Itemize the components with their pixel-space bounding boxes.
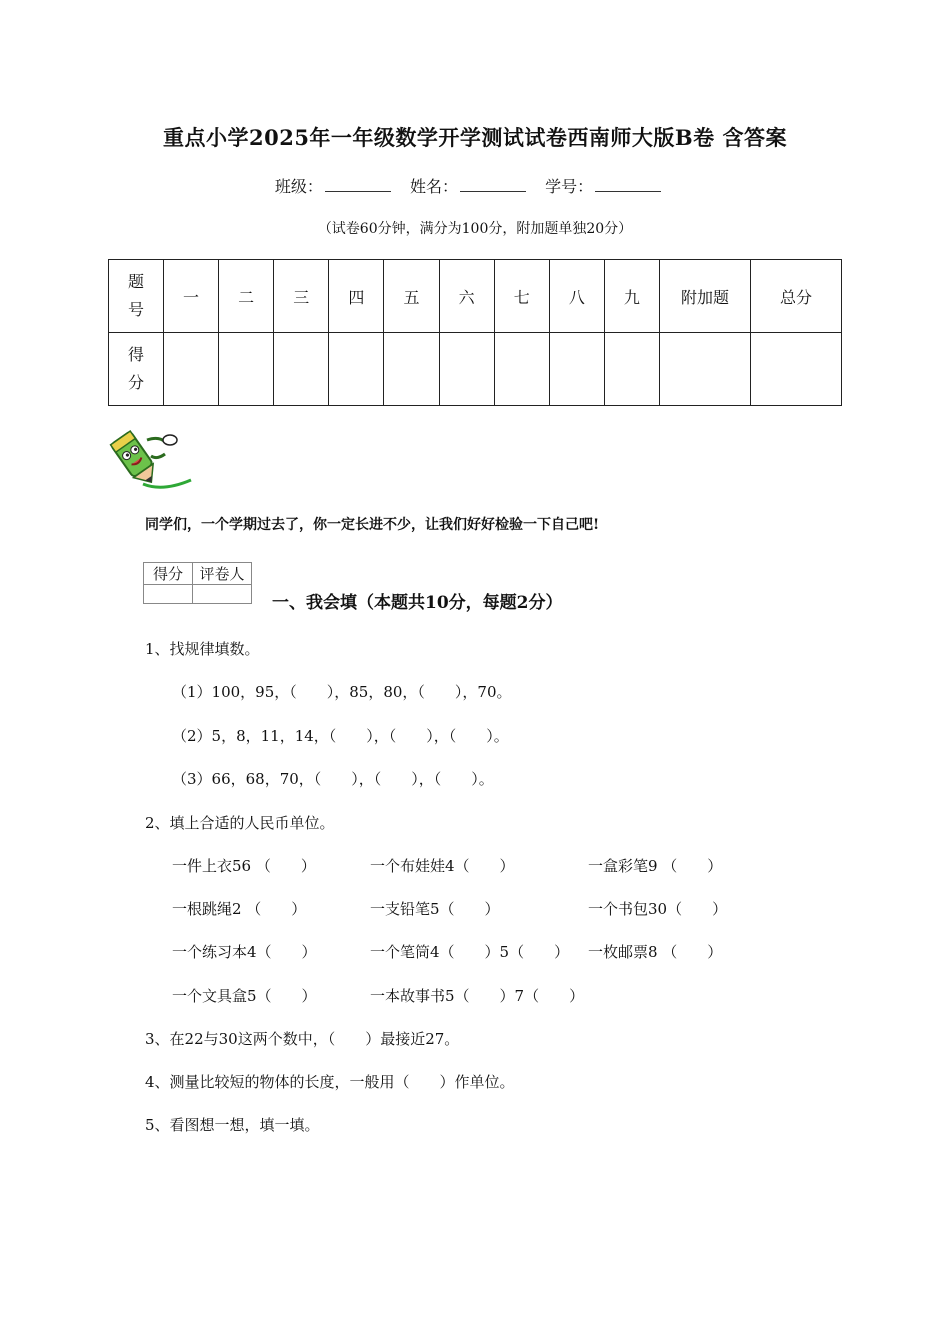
grader-name-field[interactable] (193, 585, 252, 604)
col-3: 三 (274, 260, 329, 333)
currency-item: 一本故事书5（ ）7（ ） (370, 987, 585, 1005)
grader-name-label: 评卷人 (193, 563, 252, 585)
score-cell[interactable] (751, 333, 842, 406)
page-title: 重点小学2025年一年级数学开学测试试卷西南师大版B卷 含答案 (162, 125, 787, 150)
grader-score-label: 得分 (144, 563, 193, 585)
col-total: 总分 (751, 260, 842, 333)
col-7: 七 (494, 260, 549, 333)
col-8: 八 (549, 260, 604, 333)
grader-score-field[interactable] (144, 585, 193, 604)
score-cell[interactable] (274, 333, 329, 406)
section-1-heading: 一、我会填（本题共10分，每题2分） (272, 593, 563, 613)
question-1-item: （3）66，68，70，（ ），（ ），（ ）。 (172, 770, 494, 788)
score-label-cell: 得 分 (109, 333, 164, 406)
grader-box (143, 562, 252, 604)
currency-item: 一个笔筒4（ ）5（ ） (370, 943, 570, 961)
col-9: 九 (604, 260, 659, 333)
col-bonus: 附加题 (660, 260, 751, 333)
col-1: 一 (164, 260, 219, 333)
question-1-item: （2）5，8，11，14，（ ），（ ），（ ）。 (172, 727, 509, 745)
class-label: 班级： (274, 177, 323, 196)
col-4: 四 (329, 260, 384, 333)
score-table (108, 259, 842, 406)
currency-item: 一个文具盒5（ ） (172, 987, 317, 1005)
question-3: 3、在22与30这两个数中，（ ）最接近27。 (145, 1030, 460, 1048)
greeting-text: 同学们，一个学期过去了，你一定长进不少，让我们好好检验一下自己吧! (145, 517, 600, 533)
currency-item: 一枚邮票8 （ ） (588, 943, 723, 961)
exam-note: （试卷60分钟，满分为100分，附加题单独20分） (317, 221, 633, 237)
score-cell[interactable] (549, 333, 604, 406)
header-label-cell: 题 号 (109, 260, 164, 333)
student-info-line (0, 174, 950, 197)
currency-item: 一个布娃娃4（ ） (370, 857, 515, 875)
currency-item: 一支铅笔5（ ） (370, 900, 500, 918)
score-cell[interactable] (604, 333, 659, 406)
score-cell[interactable] (660, 333, 751, 406)
question-4: 4、测量比较短的物体的长度，一般用（ ）作单位。 (145, 1073, 515, 1091)
currency-item: 一个书包30（ ） (588, 900, 728, 918)
score-table-header-row (109, 260, 842, 333)
question-2-stem: 2、填上合适的人民币单位。 (145, 814, 335, 832)
score-cell[interactable] (384, 333, 439, 406)
id-field[interactable] (595, 177, 661, 192)
currency-item: 一盒彩笔9 （ ） (588, 857, 723, 875)
id-label: 学号： (545, 177, 594, 196)
currency-item: 一件上衣56 （ ） (172, 857, 316, 875)
score-cell[interactable] (494, 333, 549, 406)
col-2: 二 (219, 260, 274, 333)
currency-item: 一个练习本4（ ） (172, 943, 317, 961)
score-cell[interactable] (329, 333, 384, 406)
col-5: 五 (384, 260, 439, 333)
score-cell[interactable] (164, 333, 219, 406)
question-1-stem: 1、找规律填数。 (145, 640, 260, 658)
score-cell[interactable] (219, 333, 274, 406)
question-5: 5、看图想一想，填一填。 (145, 1116, 320, 1134)
name-label: 姓名： (409, 177, 458, 196)
class-field[interactable] (325, 177, 391, 192)
score-cell[interactable] (439, 333, 494, 406)
currency-item: 一根跳绳2 （ ） (172, 900, 307, 918)
question-1-item: （1）100，95，（ ），85，80，（ ），70。 (172, 683, 512, 701)
name-field[interactable] (460, 177, 526, 192)
score-table-score-row (109, 333, 842, 406)
pencil-mascot-icon (103, 420, 195, 492)
col-6: 六 (439, 260, 494, 333)
